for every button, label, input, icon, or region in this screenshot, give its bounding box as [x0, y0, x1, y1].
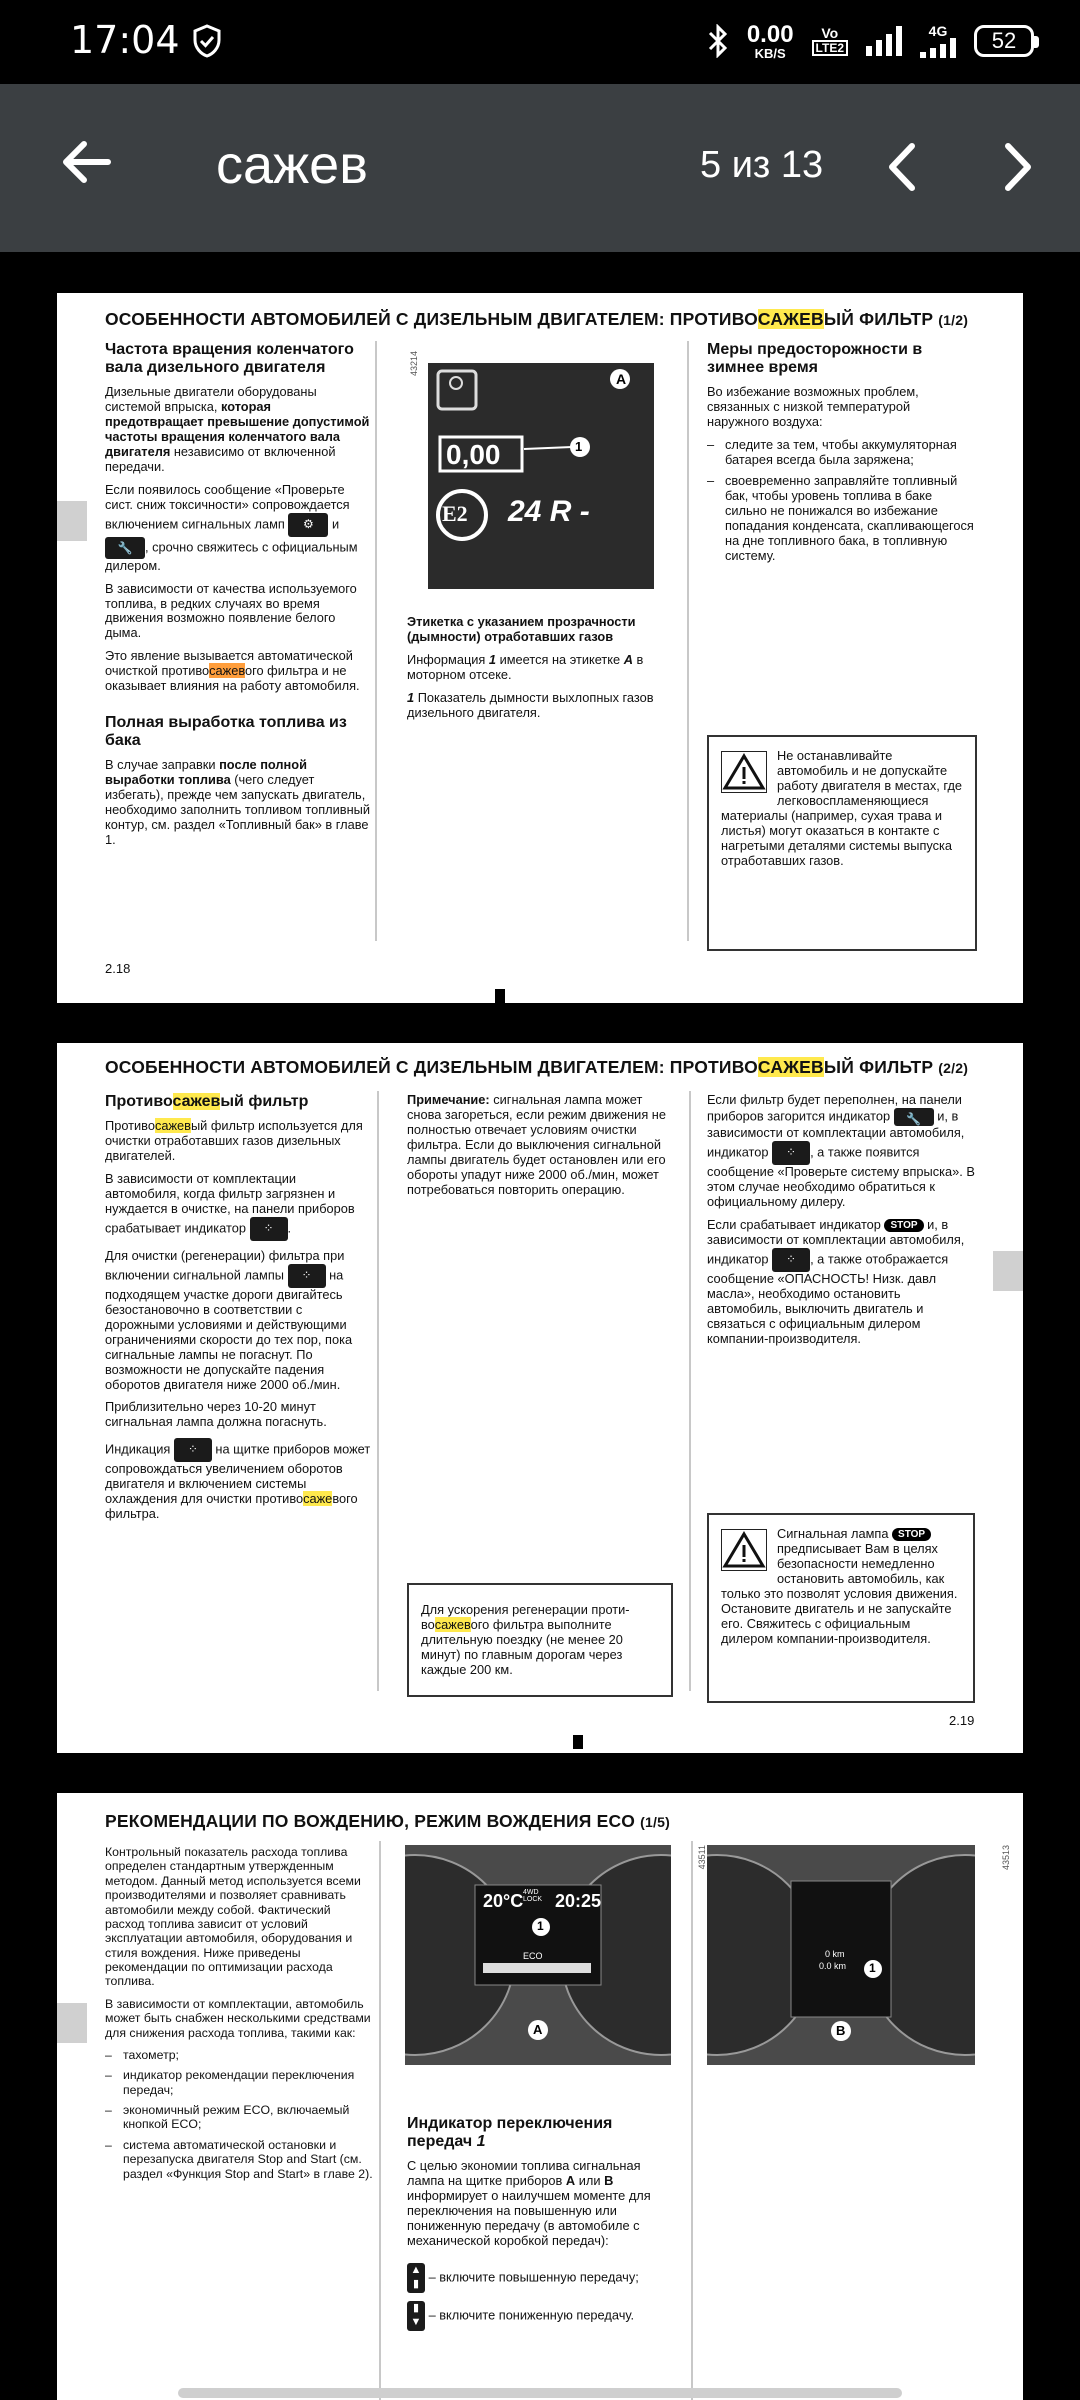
paragraph: Дизельные двигатели оборудованы системой впрыска, которая предотвращает превышение допустимой частоты вращения коленчатого вала двигателя независимо от включенной передачи.: [105, 383, 370, 474]
heading-winter: Меры предосторожности в зимнее время: [707, 341, 923, 376]
column-left: [105, 1845, 373, 2187]
back-arrow-icon[interactable]: [58, 134, 114, 190]
paragraph: Контрольный показатель расхода топлива определен стандартным утвержденным методом. Данный метод используется всеми производителями и позволяет сравнивать автомобили между собой. Фактический расход топлива зависит от условий эксплуатации автомобиля, оборудования и стиля вождения. Ниже приведены рекомендации по оптимизации расхода топлива.: [105, 1845, 361, 1989]
battery-icon: [974, 25, 1034, 57]
page-title: РЕКОМЕНДАЦИИ ПО ВОЖДЕНИЮ, РЕЖИМ ВОЖДЕНИЯ ECO (1/5): [105, 1811, 670, 1831]
particulate-filter-icon: ⁘: [772, 1248, 810, 1272]
column-right: [707, 1093, 975, 1355]
display-value: 0,00: [446, 439, 501, 470]
paragraph: Для очистки (регенерации) фильтра при включении сигнальной лампы ⁘ на подходящем участке дороги двигайтесь безостановочно в соответствии с дорожными условиями и действующими ограничениями скорости до тех пор, пока сигнальные лампы не погаснут. По возможности не допускайте падения оборотов двигателя ниже 2000 об./мин.: [105, 1247, 353, 1392]
callout-1: 1: [575, 439, 583, 454]
dash-eco: ECO: [523, 1951, 543, 1961]
search-query[interactable]: сажев: [216, 135, 368, 195]
heading-gear-indicator: Индикатор переключения передач 1: [407, 2115, 613, 2150]
gear-indicator-section: [407, 2115, 677, 2339]
warning-triangle-icon: [721, 751, 767, 793]
stop-icon: STOP: [884, 1219, 923, 1233]
previous-result-icon[interactable]: [880, 142, 924, 192]
dashboard-figure-a: [405, 1845, 671, 2065]
heading-rpm: Частота вращения коленчатого вала дизельного двигателя: [105, 341, 354, 376]
callout-1: 1: [537, 1919, 544, 1933]
column-left: [105, 1093, 373, 1530]
column-divider: [375, 341, 377, 941]
warning-triangle-icon: [721, 1529, 767, 1571]
search-toolbar: [0, 84, 1080, 252]
paragraph: В зависимости от качества используемого топлива, в редких случаях во время движения возможно появление белого дыма.: [105, 580, 357, 641]
r-value: 24 R -: [508, 495, 590, 528]
scroll-indicator[interactable]: [178, 2388, 902, 2398]
list-item: – тахометр;: [105, 2047, 179, 2062]
heading-fuel: Полная выработка топлива из бака: [105, 714, 347, 750]
battery-level: 52: [991, 28, 1017, 53]
stop-icon: STOP: [892, 1528, 931, 1542]
page-side-tab: [993, 1251, 1023, 1291]
figure-code: 43511: [697, 1845, 707, 1870]
particulate-filter-icon: ⁘: [288, 1264, 326, 1288]
service-wrench-icon: 🔧: [105, 537, 145, 559]
paragraph: Если появилось сообщение «Проверьте сист. сниж токсичности» сопровождается включением сигнальных ламп ⚙ и 🔧 , срочно свяжитесь с официальным дилером.: [105, 481, 358, 573]
page-side-tab: [57, 501, 87, 541]
paragraph: Противосажевый фильтр используется для очистки отработавших газов дизельных двигателей.: [105, 1117, 363, 1163]
label-a: A: [533, 2022, 543, 2037]
upshift-row: ▲ ▮ – включите повышенную передачу;: [407, 2263, 677, 2293]
emission-label-drawing: [428, 363, 654, 589]
dash-4wd-lock: 4WD LOCK: [523, 1889, 543, 1903]
paragraph: Если фильтр будет переполнен, на панели приборов загорится индикатор 🔧 и, в зависимости от комплектации автомобиля, индикатор ⁘ , а также появится сообщение «Проверьте систему впрыска». В этом случае необходимо обратиться к официальному дилеру.: [707, 1092, 975, 1209]
downshift-arrow-icon: ▮ ▼: [407, 2301, 425, 2331]
paragraph: Это явление вызывается автоматической очисткой противосажевого фильтра и не оказывает влияния на работу автомобиля.: [105, 648, 360, 694]
page-title: ОСОБЕННОСТИ АВТОМОБИЛЕЙ С ДИЗЕЛЬНЫМ ДВИГАТЕЛЕМ: ПРОТИВОСАЖЕВЫЙ ФИЛЬТР (2/2): [105, 1057, 969, 1077]
bluetooth-icon: [707, 24, 729, 58]
paragraph: Индикация ⁘ на щитке приборов может сопровождаться увеличением оборотов двигателя и включением системы охлаждения для очистки противосажевого фильтра.: [105, 1438, 373, 1522]
volte-indicator: Vo LTE2: [812, 26, 848, 56]
paragraph: Если срабатывает индикатор STOP и, в зависимости от комплектации автомобиля, индикатор ⁘ , а также отображается сообщение «ОПАСНОСТЬ! Низк. давл масла», необходимо остановить автомобиль, выключить двигатель и связаться с официальным дилером компании-производителя.: [707, 1216, 965, 1346]
label-a: A: [615, 371, 627, 387]
page-marker: [573, 1735, 583, 1749]
list-item: – своевременно заправляйте топливный бак, чтобы уровень топлива в баке сильно не понижался во избежание попадания конденсата, скапливающегося на дне топливного бака, в топливную систему.: [707, 472, 974, 563]
paragraph: Во избежание возможных проблем, связанных с низкой температурой наружного воздуха:: [707, 383, 919, 429]
status-bar: [0, 0, 1080, 84]
dashboard-figure-b: [707, 1845, 975, 2065]
list-item: – экономичный режим ECO, включаемый кнопкой ECO;: [105, 2103, 350, 2132]
dash-km: 0 km: [825, 1949, 845, 1959]
paragraph: В зависимости от комплектации, автомобиль может быть снабжен несколькими средствами для снижения расхода топлива, такими как:: [105, 1996, 371, 2040]
note: Примечание: сигнальная лампа может снова загореться, если режим движения не полностью отвечает условиям очистки фильтра. Если до выключения сигнальной лампы двигатель будет остановлен или его обороты упадут ниже 2000 об./мин, может потребоваться повторить операцию.: [407, 1092, 666, 1197]
search-result-counter: 5 из 13: [700, 144, 824, 186]
column-divider: [379, 1841, 381, 2400]
signal-strength-icon: [866, 26, 902, 56]
column-right: [707, 341, 975, 569]
status-icons: [707, 18, 1034, 64]
document-page-2-19[interactable]: [57, 1043, 1023, 1753]
label-b: B: [836, 2023, 846, 2038]
page-side-tab: [57, 2003, 87, 2043]
cellular-4g-icon: 4G: [920, 24, 956, 58]
list-item: – система автоматической остановки и перезапуска двигателя Stop and Start (см. раздел «Функция Stop and Start» в главе 2).: [105, 2137, 373, 2181]
clock: 17:04: [70, 18, 180, 62]
paragraph: В зависимости от комплектации автомобиля, когда фильтр загрязнен и нуждается в очистке, на панели приборов срабатывает индикатор ⁘ .: [105, 1172, 373, 1241]
page-title: ОСОБЕННОСТИ АВТОМОБИЛЕЙ С ДИЗЕЛЬНЫМ ДВИГАТЕЛЕМ: ПРОТИВОСАЖЕВЫЙ ФИЛЬТР (1/2): [105, 309, 969, 329]
document-page-eco[interactable]: [57, 1793, 1023, 2400]
dash-km-trip: 0.0 km: [819, 1961, 847, 1971]
emission-label-figure: [428, 363, 654, 589]
column-divider: [689, 1091, 691, 1691]
paragraph: В случае заправки после полной выработки топлива (чего следует избегать), прежде чем запускать двигатель, необходимо заполнить топливом топливный контур, см. раздел «Топливный бак» в главе 1.: [105, 757, 370, 847]
service-wrench-icon: 🔧: [894, 1108, 934, 1126]
page-marker: [495, 989, 505, 1003]
dash-temp: 20°C: [483, 1891, 524, 1911]
figure-code: 43513: [1001, 1845, 1011, 1871]
page-number: 2.18: [105, 961, 131, 976]
column-divider: [687, 341, 689, 941]
heading-filter: Противосажевый фильтр: [105, 1093, 309, 1110]
callout-1: 1: [869, 1961, 876, 1975]
upshift-arrow-icon: ▲ ▮: [407, 2263, 425, 2293]
column-middle: [407, 1093, 675, 1206]
paragraph: С целью экономии топлива сигнальная лампа на щитке приборов A или B информирует о наилучшем моменте для переключения на повышенную или пониженную передачу (в автомобиле с механической коробкой передач):: [407, 2157, 651, 2248]
particulate-filter-icon: ⁘: [250, 1217, 288, 1241]
figure-caption: Этикетка с указанием прозрачности (дымности) отработавших газов Информация 1 имеется на этикетке A в моторном отсеке. 1 Показатель дымности выхлопных газов дизельного двигателя.: [407, 614, 654, 720]
engine-warning-icon: ⚙: [288, 513, 328, 537]
dash-clock: 20:25: [555, 1891, 602, 1911]
column-divider: [377, 1091, 379, 1691]
page-number: 2.19: [949, 1713, 975, 1728]
figure-code: 43214: [409, 351, 419, 377]
paragraph: Приблизительно через 10-20 минут сигнальная лампа должна погаснуть.: [105, 1399, 327, 1430]
particulate-filter-icon: ⁘: [772, 1141, 810, 1165]
list-item: – индикатор рекомендации переключения передач;: [105, 2068, 355, 2097]
column-divider: [691, 1841, 693, 2400]
particulate-filter-icon: ⁘: [174, 1438, 212, 1462]
warning-box: Не останавливайте автомобиль и не допускайте работу двигателя в местах, где легковоспламеняющиеся материалы (например, сухая трава и листья) могут оказаться в контакте с нагретыми деталями системы выпуска отработавших газов.: [707, 735, 977, 951]
warning-box: Сигнальная лампа STOP предписывает Вам в целях безопасности немедленно остановить автомобиль, как только это позволят условия движения. Остановите двигатель и не запускайте его. Свяжитесь с официальным дилером компании-производителя.: [707, 1513, 975, 1703]
info-box: Для ускорения регенерации проти-восажевого фильтра выполните длительную поездку (не менее 20 минут) по главным дорогам через каждые 200 км.: [407, 1583, 673, 1697]
network-speed: 0.00 KB/S: [746, 20, 794, 61]
downshift-row: ▮ ▼ – включите пониженную передачу.: [407, 2301, 677, 2331]
document-page-2-18[interactable]: [57, 293, 1023, 1003]
next-result-icon[interactable]: [996, 142, 1040, 192]
shield-check-icon: [192, 24, 222, 58]
list-item: – следите за тем, чтобы аккумуляторная батарея всегда была заряжена;: [707, 436, 957, 467]
e2-mark: E2: [442, 501, 468, 526]
column-left: [105, 341, 370, 856]
